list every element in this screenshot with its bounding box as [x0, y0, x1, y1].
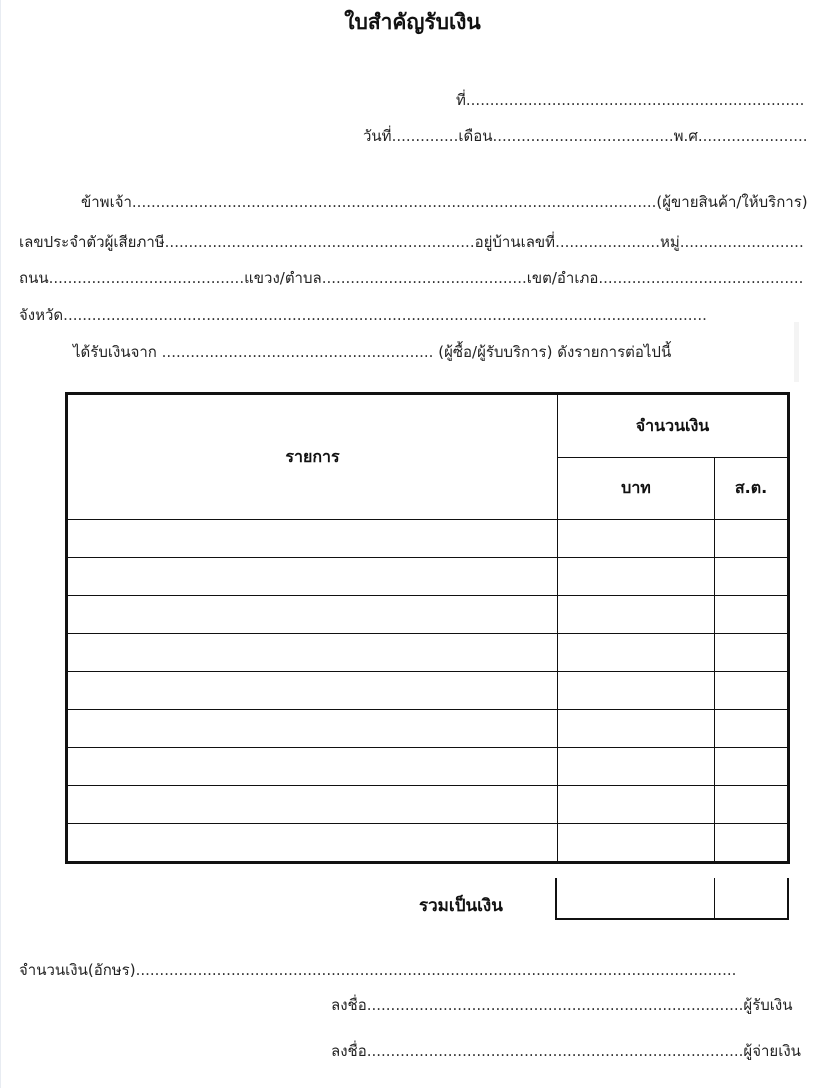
district-label: เขต/อำเภอ — [526, 269, 599, 287]
baht-cell[interactable] — [558, 824, 715, 863]
house-no-field[interactable]: ...................... — [555, 233, 660, 251]
province-label: จังหวัด — [19, 306, 64, 324]
table-row — [67, 672, 789, 710]
road-label: ถนน — [19, 269, 49, 287]
payer-signature-field[interactable]: ............................................................................... — [366, 1042, 744, 1060]
number-field[interactable]: ....................................................................... — [465, 91, 805, 109]
table-row — [67, 558, 789, 596]
table-row — [67, 748, 789, 786]
district-field[interactable]: ........................................... — [598, 269, 804, 287]
moo-label: หมู่ — [659, 233, 680, 251]
month-label: เดือน — [458, 127, 493, 145]
received-from-field[interactable]: ......................................................... — [161, 343, 434, 361]
table-row — [67, 710, 789, 748]
buyer-suffix: (ผู้ซื้อ/ผู้รับบริการ) ดังรายการต่อไปนี้ — [438, 343, 672, 361]
number-label: ที่ — [456, 91, 466, 109]
item-cell[interactable] — [67, 672, 558, 710]
satang-cell[interactable] — [715, 710, 789, 748]
item-cell[interactable] — [67, 748, 558, 786]
scan-edge-mark — [794, 322, 799, 382]
year-label: พ.ศ. — [673, 127, 703, 145]
payer-label: ผู้จ่ายเงิน — [743, 1042, 801, 1060]
subdistrict-field[interactable]: ........................................... — [321, 269, 527, 287]
table-row — [67, 824, 789, 863]
received-from-label: ได้รับเงินจาก — [73, 343, 157, 361]
total-baht-cell[interactable] — [556, 878, 714, 919]
satang-cell[interactable] — [715, 672, 789, 710]
payee-name-line — [81, 190, 808, 214]
tax-id-field[interactable]: ................................................................. — [164, 233, 475, 251]
tax-id-line — [19, 230, 804, 254]
house-no-label: อยู่บ้านเลขที่ — [474, 233, 556, 251]
item-cell[interactable] — [67, 558, 558, 596]
item-cell[interactable] — [67, 710, 558, 748]
date-line — [363, 124, 808, 148]
number-line — [456, 88, 804, 112]
month-field[interactable]: ...................................... — [492, 127, 674, 145]
baht-header: บาท — [558, 458, 715, 520]
baht-cell[interactable] — [558, 710, 715, 748]
satang-cell[interactable] — [715, 748, 789, 786]
date-field[interactable]: .............. — [391, 127, 459, 145]
baht-cell[interactable] — [558, 634, 715, 672]
amount-header: จำนวนเงิน — [558, 394, 789, 458]
table-row — [67, 596, 789, 634]
sign-label: ลงชื่อ — [331, 996, 367, 1014]
table-row — [67, 634, 789, 672]
satang-cell[interactable] — [715, 786, 789, 824]
tax-id-label: เลขประจำตัวผู้เสียภาษี — [19, 233, 165, 251]
total-row — [555, 878, 789, 920]
receiver-signature-field[interactable]: ............................................................................... — [366, 996, 744, 1014]
baht-cell[interactable] — [558, 558, 715, 596]
item-cell[interactable] — [67, 786, 558, 824]
subdistrict-label: แขวง/ตำบล — [244, 269, 322, 287]
receiver-label: ผู้รับเงิน — [743, 996, 793, 1014]
table-row — [67, 520, 789, 558]
item-cell[interactable] — [67, 824, 558, 863]
item-cell[interactable] — [67, 596, 558, 634]
receiver-signature-line — [331, 993, 792, 1017]
amount-words-field[interactable]: .............................................................................................................................. — [135, 961, 737, 979]
sign-label: ลงชื่อ — [331, 1042, 367, 1060]
moo-field[interactable]: .......................... — [679, 233, 804, 251]
satang-cell[interactable] — [715, 824, 789, 863]
baht-cell[interactable] — [558, 596, 715, 634]
amount-words-label: จำนวนเงิน(อักษร) — [19, 961, 136, 979]
year-field[interactable]: ...................... — [702, 127, 808, 145]
received-from-line — [73, 340, 671, 364]
total-label: รวมเป็นเงิน — [419, 896, 503, 916]
satang-cell[interactable] — [715, 558, 789, 596]
amount-words-line — [19, 958, 736, 982]
table-row — [67, 786, 789, 824]
total-satang-cell[interactable] — [714, 878, 788, 919]
address-line — [19, 266, 803, 290]
items-table — [65, 392, 790, 864]
satang-cell[interactable] — [715, 596, 789, 634]
payee-label: ข้าพเจ้า — [81, 193, 132, 211]
date-label: วันที่ — [363, 127, 392, 145]
baht-cell[interactable] — [558, 672, 715, 710]
province-field[interactable]: ....................................................................................................................................... — [63, 306, 707, 324]
item-cell[interactable] — [67, 520, 558, 558]
payer-signature-line — [331, 1039, 801, 1063]
form-title: ใบสำคัญรับเงิน — [344, 10, 481, 34]
baht-cell[interactable] — [558, 786, 715, 824]
province-line — [19, 303, 707, 327]
payee-name-field[interactable]: .............................................................................................................. — [131, 193, 657, 211]
satang-cell[interactable] — [715, 634, 789, 672]
item-cell[interactable] — [67, 634, 558, 672]
items-header: รายการ — [67, 394, 558, 520]
satang-cell[interactable] — [715, 520, 789, 558]
seller-suffix: (ผู้ขายสินค้า/ให้บริการ) — [656, 193, 808, 211]
satang-header: ส.ต. — [715, 458, 789, 520]
baht-cell[interactable] — [558, 520, 715, 558]
baht-cell[interactable] — [558, 748, 715, 786]
road-field[interactable]: ......................................... — [48, 269, 245, 287]
